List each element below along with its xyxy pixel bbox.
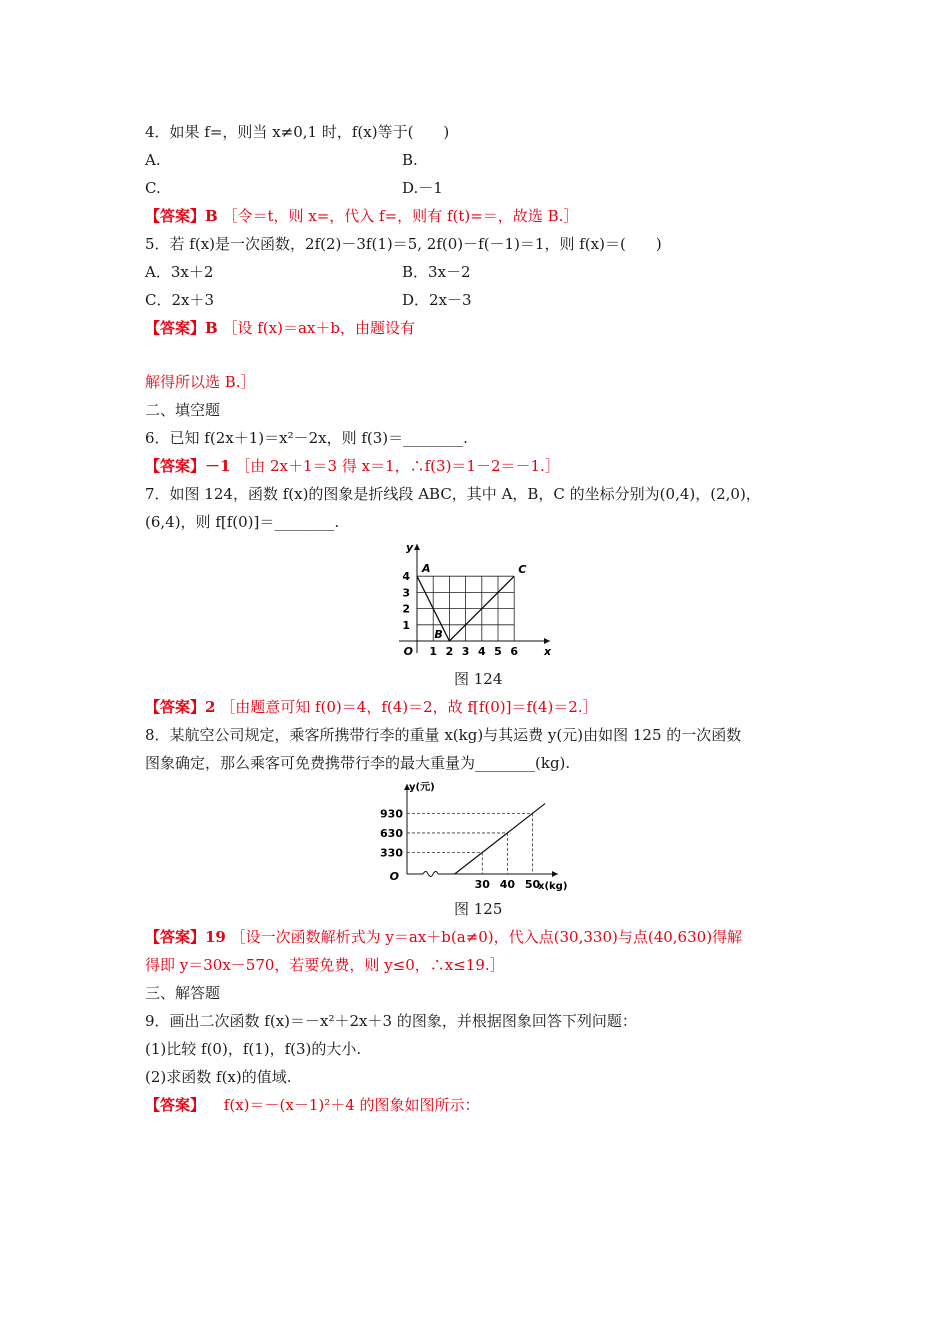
y-axis-label: y [406, 541, 414, 554]
y-tick-label: 1 [402, 618, 410, 632]
y-tick-label: 3 [402, 586, 410, 600]
q5-option-b: B．3x－2 [402, 263, 471, 281]
q5-stem: 5．若 f(x)是一次函数，2f(2)－3f(1)＝5, 2f(0)－f(－1)＝1，则 f(x)＝( ) [145, 235, 662, 253]
point-label-a: A [422, 562, 431, 576]
x-tick-label: 50 [524, 878, 541, 891]
x-axis-arrow [544, 638, 550, 644]
answer-text: f(x)＝－(x－1)²＋4 的图象如图所示： [223, 1096, 480, 1114]
answer-text: ［由题意可知 f(0)＝4，f(4)＝2，故 f[f(0)]＝f(4)＝2.］ [220, 698, 598, 716]
q5-option-d: D．2x－3 [402, 291, 472, 309]
answer-tag: 【答案】－1 [145, 457, 231, 475]
answer-text: ［设一次函数解析式为 y＝ax＋b(a≠0)，代入点(30,330)与点(40,630)得解 [230, 928, 743, 946]
q6-stem: 6．已知 f(2x＋1)＝x²－2x，则 f(3)＝________. [145, 429, 468, 447]
q4-option-a: A. [145, 151, 161, 169]
figure-124-caption: 图 124 [454, 670, 503, 688]
point-label-b: B [434, 628, 443, 641]
q5-answer-continued: 解得所以选 B.］ [145, 373, 256, 391]
answer-tag: 【答案】B [145, 319, 218, 337]
section-heading-fill-blank: 二、填空题 [145, 401, 221, 419]
q8-answer [145, 927, 742, 947]
y-tick-label: 2 [402, 602, 410, 616]
answer-tag: 【答案】B [145, 207, 218, 225]
answer-tag: 【答案】 [145, 1096, 206, 1114]
x-tick-label: 1 [429, 645, 438, 658]
q7-stem-line2: (6,4)，则 f[f(0)]＝________. [145, 513, 340, 531]
x-tick-label: 30 [474, 878, 490, 891]
q4-option-d: D.－1 [402, 179, 443, 197]
q5-option-c: C．2x＋3 [145, 291, 215, 309]
q4-answer [145, 206, 578, 226]
grid [417, 576, 514, 641]
origin-label: O [389, 870, 399, 883]
x-tick-label: 2 [445, 645, 454, 658]
dashed-guides [407, 813, 533, 874]
section-heading-solutions: 三、解答题 [145, 984, 221, 1002]
axes [404, 784, 558, 877]
q5-answer [145, 318, 415, 338]
y-axis-arrow [414, 544, 420, 550]
origin-label: O [403, 645, 413, 658]
q6-answer [145, 456, 560, 476]
figure-125-caption: 图 125 [454, 900, 503, 918]
answer-text: ［由 2x＋1＝3 得 x＝1，∴f(3)＝1－2＝－1.］ [235, 457, 560, 475]
tick-labels [380, 780, 567, 892]
x-tick-label: 5 [494, 645, 502, 658]
q5-option-a: A．3x＋2 [145, 263, 214, 281]
y-tick-label: 4 [402, 570, 410, 584]
y-tick-label: 930 [380, 807, 403, 821]
answer-tag: 【答案】2 [145, 698, 216, 716]
x-axis-label: x [544, 645, 552, 658]
y-tick-label: 630 [380, 826, 403, 840]
q4-option-c: C. [145, 179, 161, 197]
axes [399, 544, 550, 653]
y-axis-label: y(元) [409, 782, 435, 793]
q8-stem-line1: 8．某航空公司规定，乘客所携带行李的重量 x(kg)与其运费 y(元)由如图 125 的一次函数 [145, 726, 742, 744]
q8-answer-continued: 得即 y＝30x－570，若要免费，则 y≤0，∴x≤19.］ [145, 956, 505, 974]
q4-stem: 4．如果 f=，则当 x≠0,1 时，f(x)等于( ) [145, 123, 450, 141]
x-tick-label: 40 [499, 878, 516, 891]
figure-125-graph [375, 778, 575, 893]
cost-line [455, 804, 545, 874]
axis-break [423, 872, 438, 877]
tick-labels [402, 541, 552, 658]
q7-answer [145, 697, 598, 717]
x-tick-label: 3 [461, 645, 470, 658]
answer-text: ［设 f(x)＝ax＋b，由题设有 [222, 319, 415, 337]
q8-stem-line2: 图象确定，那么乘客可免费携带行李的最大重量为________(kg). [145, 754, 571, 772]
q9-stem: 9．画出二次函数 f(x)＝－x²＋2x＋3 的图象，并根据图象回答下列问题： [145, 1012, 637, 1030]
q4-option-b: B. [402, 151, 418, 169]
figure-124-graph [395, 538, 560, 658]
y-tick-label: 330 [380, 846, 403, 860]
q9-answer [145, 1095, 480, 1115]
q7-stem-line1: 7．如图 124，函数 f(x)的图象是折线段 ABC，其中 A，B，C 的坐标分别为(0,4)，(2,0)， [145, 485, 761, 503]
q9-part2: (2)求函数 f(x)的值域. [145, 1068, 292, 1086]
x-tick-label: 6 [510, 645, 519, 658]
answer-tag: 【答案】19 [145, 928, 226, 946]
answer-text: ［令＝t，则 x=，代入 f=，则有 f(t)=＝，故选 B.］ [222, 207, 579, 225]
x-axis-arrow [552, 871, 558, 877]
point-label-c: C [518, 563, 527, 577]
q9-part1: (1)比较 f(0)，f(1)，f(3)的大小. [145, 1040, 362, 1058]
series-line [455, 804, 545, 874]
x-tick-label: 4 [477, 645, 486, 658]
x-axis-label: x(kg) [538, 881, 568, 892]
